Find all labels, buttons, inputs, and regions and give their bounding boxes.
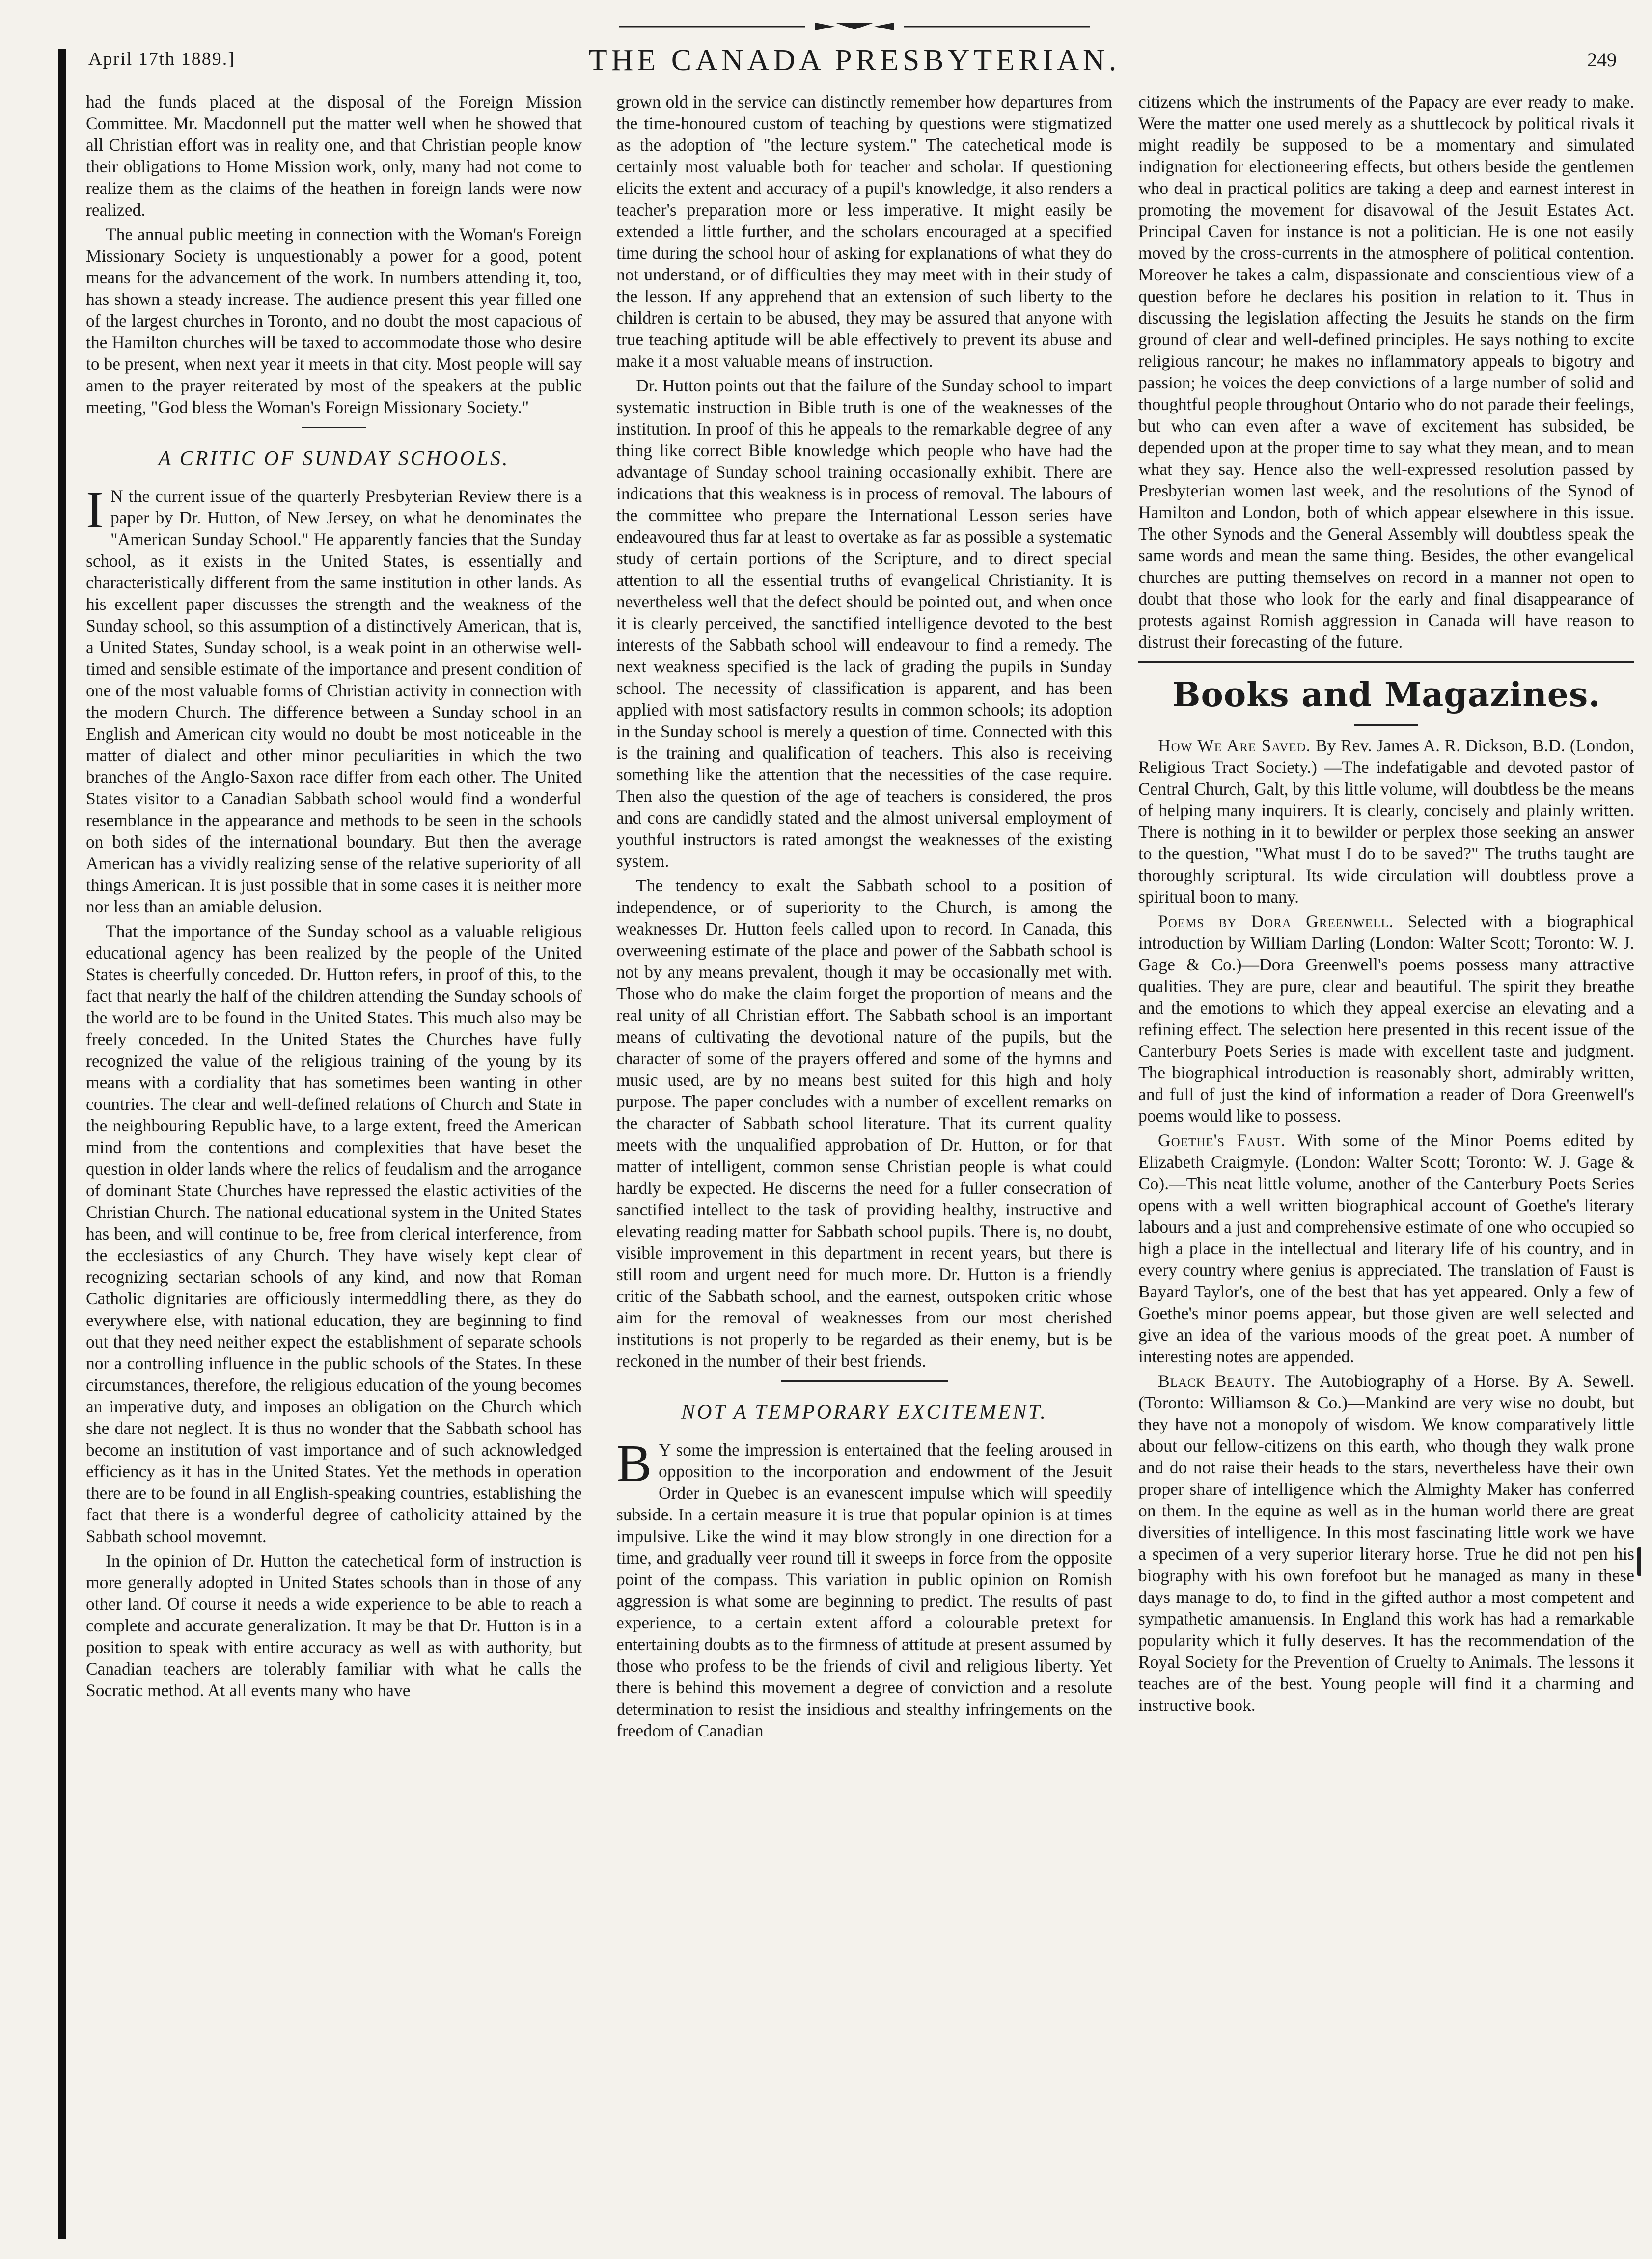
divider (302, 427, 366, 428)
book-review (1138, 1130, 1634, 1367)
books-magazines-heading: Books and Magazines. (1172, 675, 1601, 715)
book-review (1138, 735, 1634, 908)
book-title: Poems by Dora Greenwell. (1158, 911, 1394, 931)
book-review (1138, 1370, 1634, 1716)
masthead-title: THE CANADA PRESBYTERIAN. (588, 44, 1121, 77)
paragraph: Dr. Hutton points out that the failure of the Sunday school to impart systematic instruction in Bible truth is one of the weaknesses of the institution. In proof of this he appeals to the remarkable degree of any thing like correct Bible knowledge which people who have had the advantage of Sunday school training occasionally exhibit. There are indications that this weakness is in process of removal. The labours of the committee who prepare the International Lesson series have endeavoured thus far at least to overtake as far as possible a systematic study of certain portions of the Scripture, and to direct special attention to all the essential truths of evangelical Christianity. It is nevertheless well that the defect should be pointed out, and when once it is clearly perceived, the sanctified intelligence devoted to the best interests of the Sabbath school will endeavour to find a remedy. The next weakness specified is the lack of grading the pupils in Sunday school. The necessity of classification is apparent, and has been applied with most satisfactory results in common schools; its adoption in the Sunday school is merely a question of time. Connected with this is the training and qualification of teachers. This also is receiving something like the attention that the necessities of the case require. Then also the question of the age of teachers is considered, the pros and cons are candidly stated and the almost universal employment of youthful instructors is rated amongst the weaknesses of the existing system. (616, 376, 1112, 871)
section-title: A CRITIC OF SUNDAY SCHOOLS. (158, 447, 510, 470)
margin-mark (1637, 1547, 1641, 1576)
paragraph-text: N the current issue of the quarterly Presbyterian Review there is a paper by Dr. Hutton, of New Jersey, on what he denominates the "American Sunday School." He apparently fancies that the Sunday school, as it exists in the United States, is essentially and characteristically different from the same institution in other lands. As his excellent paper discusses the strength and the weakness of the Sunday school, so this assumption of a distinctively American, that is, a United States, Sunday school, is a weak point in an otherwise well-timed and sensible estimate of the importance and present condition of one of the most valuable forms of Christian activity in connection with the modern Church. The difference between a Sunday school in an English and American city would no doubt be most noticeable in the matter of dialect and other minor peculiarities in which the two branches of the Anglo-Saxon race differ from each other. The United States visitor to a Canadian Sabbath school would find a wonderful resemblance in the appearance and methods to be seen in the schools on both sides of the international boundary. But then the average American has a vividly realizing sense of the relative superiority of all things American. It is just possible that in some cases it is neither more nor less than an amiable delusion. (86, 486, 582, 916)
binding-edge-rule (58, 49, 66, 2239)
paragraph: citizens which the instruments of the Papacy are ever ready to make. Were the matter one used merely as a shuttlecock by political rivals it might readily be supposed to be a momentary and simulated indignation for electioneering effects, but others beside the gentlemen who deal in practical politics are taking a deep and earnest interest in promoting the movement for disavowal of the Jesuit Estates Act. Principal Caven for instance is not a politician. He is one not easily moved by the cross-currents in the atmosphere of political contention. Moreover he takes a calm, dispassionate and conscientious view of a question before he declares his position in relation to it. Thus in discussing the legislation affecting the Jesuits he stands on the firm ground of clear and well-defined principles. He says nothing to excite religious rancour; he makes no inflammatory appeals to bigotry and passion; he voices the deep convictions of a large number of solid and thoughtful people throughout Ontario who do not parade their feelings, but who can even after a wave of excitement has subsided, be depended upon at the proper time to say what they mean, and to mean what they say. Hence also the well-expressed resolution passed by Presbyterian women last week, and the resolutions of the Synod of Hamilton and London, both of which appear elsewhere in this issue. The other Synods and the General Assembly will doubtless speak the same words and mean the same thing. Besides, the other evangelical churches are putting themselves on record in a manner not open to doubt that those who look for the early and final disappearance of protests against Romish aggression in Canada will have reason to distrust their forecasting of the future. (1138, 92, 1634, 652)
book-review-text: Selected with a biographical introduction by William Darling (London: Walter Scott; Toronto: W. J. Gage & Co.)—Dora Greenwell's poems possess many attractive qualities. They are pure, clear and beautiful. The spirit they breathe and the emotions to which they appeal exercise an elevating and a refining effect. The selection here presented in this recent issue of the Canterbury Poets Series is made with excellent taste and judgment. The biographical introduction is reasonably short, admirably written, and full of just the kind of information a reader of Dora Greenwell's poems would like to possess. (1138, 911, 1635, 1126)
paragraph: grown old in the service can distinctly remember how departures from the time-honoured custom of teaching by questions were stigmatized as the adoption of "the lecture system." The catechetical mode is certainly most valuable both for teacher and scholar. If questioning elicits the extent and accuracy of a pupil's knowledge, it also renders a teacher's preparation more or less imperative. It might easily be extended a little further, and the scholars encouraged at a specified time during the school hour of asking for explanations of what they do not understand, or of difficulties they may meet with in their study of the lesson. If any apprehend that an extension of such liberty to the children is certain to be abused, they may be assured that anyone with true teaching aptitude will be able effectively to prevent its abuse and make it a most valuable means of instruction. (616, 92, 1112, 371)
paragraph: The annual public meeting in connection with the Woman's Foreign Missionary Society is unquestionably a power for a good, potent means for the advancement of the work. In numbers attending it, too, has shown a steady increase. The audience present this year filled one of the largest churches in Toronto, and no doubt the most capacious of the Hamilton churches will be taxed to accommodate those who desire to be present, when next year it meets in that city. Most people will say amen to the prayer reiterated by most of the speakers at the public meeting, "God bless the Woman's Foreign Missionary Society." (86, 224, 582, 417)
book-review-text: By Rev. James A. R. Dickson, B.D. (London, Religious Tract Society.) —The indefatigable and devoted pastor of Central Church, Galt, by this little volume, will doubtless be the means of helping many inquirers. It is clearly, concisely and plainly written. There is nothing in it to bewilder or perplex those seeking an answer to the question, "What must I do to be saved?" The truths taught are thoroughly scriptural. Its wide circulation will doubtless prove a spiritual boon to many. (1138, 736, 1634, 907)
page-number: 249 (1587, 49, 1617, 71)
paragraph (616, 1434, 1112, 1741)
book-review-text: The Autobiography of a Horse. By A. Sewell. (Toronto: Williamson & Co.)—Mankind are very wise no doubt, but they have not a monopoly of wisdom. We know comparatively little about our fellow-citizens on this earth, who though they walk prone and do not raise their heads to the stars, nevertheless have their own proper share of intelligence which the Almighty Maker has conferred on them. In the equine as well as in the human world there are great diversities of intelligence. In this most fascinating little work we have a specimen of a very superior literary horse. True he did not pen his biography with his own forefoot but he managed as many in these days manage to do, to find in the gifted author a most competent and sympathetic amanuensis. In England this work has had a remarkable popularity which it fully deserves. It has the recommendation of the Royal Society for the Prevention of Cruelty to Animals. The lessons it teaches are of the best. Young people will find it a charming and instructive book. (1138, 1371, 1634, 1715)
column-2 (616, 91, 1112, 2252)
book-title: Goethe's Faust. (1158, 1130, 1286, 1150)
paragraph: In the opinion of Dr. Hutton the catechetical form of instruction is more generally adopted in United States schools than in those of any other land. Of course it needs a wide experience to be able to reach a complete and accurate generalization. It may be that Dr. Hutton is in a position to speak with entire accuracy as well as with authority, but Canadian teachers are tolerably familiar with what he calls the Socratic method. At all events many who have (86, 1551, 582, 1700)
book-title: How We Are Saved. (1158, 736, 1311, 755)
paragraph: That the importance of the Sunday school as a valuable religious educational agency has been realized by the people of the United States is cheerfully conceded. Dr. Hutton refers, in proof of this, to the fact that nearly the half of the children attending the Sunday schools of the world are to be found in the United States. This much also may be freely conceded. In the United States the Churches have fully recognized the value of the religious training of the young by its means with a cordiality that has sometimes been wanting in other countries. The clear and well-defined relations of Church and State in the neighbouring Republic have, to a large extent, freed the American mind from the contentions and complexities that have beset the question in older lands where the relics of feudalism and the arrogance of dominant State Churches have repressed the elastic activities of the Christian Church. The national educational system in the United States has been, and will continue to be, free from clerical interference, from the ecclesiastics of any Church. They have wisely kept clear of recognizing sectarian schools of any kind, and now that Roman Catholic dignitaries are officiously intermeddling there, as they do everywhere else, with national education, they are beginning to find out that they need neither expect the establishment of separate schools nor a controlling influence in the public schools of the States. In these circumstances, therefore, the religious education of the young becomes an imperative duty, and imposes an obligation on the Church which she dare not neglect. It is thus no wonder that the Sabbath school has become an institution of vast importance and of such acknowledged efficiency as it has in the United States. Yet the methods in operation there are to be found in all English-speaking countries, establishing the fact that there is a wonderful degree of catholicity attained by the Sabbath school movemnt. (86, 921, 582, 1546)
book-review-text: With some of the Minor Poems edited by Elizabeth Craigmyle. (London: Walter Scott; Toronto: W. J. Gage & Co).—This neat little volume, another of the Canterbury Poets Series opens with a well written biographical account of Goethe's literary labours and a just and comprehensive estimate of one who occupied so high a place in the intellectual and literary life of his country, and in every country where genius is appreciated. The translation of Faust is Bayard Taylor's, one of the best that has yet appeared. Only a few of Goethe's minor poems appear, but those given are well selected and give an idea of the various moods of the great poet. A number of interesting notes are appended. (1138, 1130, 1634, 1366)
drop-cap: I (86, 481, 104, 539)
divider (1354, 724, 1418, 726)
paragraph: The tendency to exalt the Sabbath school to a position of independence, or of superiority to the Church, is among the weaknesses Dr. Hutton feels called upon to record. In Canada, this overweening estimate of the place and power of the Sabbath school is not by any means prevalent, though it may be occasionally met with. Those who do make the claim forget the proportion of means and the real unity of all Christian effort. The Sabbath school is an important means of cultivating the devotional nature of the pupils, but the character of some of the prayers offered and some of the hymns and music used, are by no means best suited for this high and holy purpose. The paper concludes with a number of excellent remarks on the character of Sabbath school literature. That its current quality meets with the unqualified approbation of Dr. Hutton, or for that matter of intelligent, common sense Christian people is what could hardly be expected. He discerns the need for a fuller consecration of sanctified intellect to the task of providing healthy, instructive and elevating reading matter for Sabbath school pupils. There is, no doubt, visible improvement in this department in recent years, but there is still room and urgent need for much more. Dr. Hutton is a friendly critic of the Sabbath school, and the earnest, outspoken critic whose aim for the removal of weaknesses from our most cherished institutions is not properly to be regarded as their enemy, but is be reckoned in the number of their best friends. (616, 876, 1112, 1371)
column-1 (86, 91, 582, 2252)
issue-date: April 17th 1889.] (88, 49, 235, 69)
paragraph-text: Y some the impression is entertained that the feeling aroused in opposition to the incorporation and endowment of the Jesuit Order in Quebec is an evanescent impulse which will speedily subside. In a certain measure it is true that popular opinion is at times impulsive. Like the wind it may blow strongly in one direction for a time, and gradually veer round till it sweeps in force from the opposite point of the compass. This variation in public opinion on Romish aggression is what some are beginning to predict. The results of past experience, to a certain extent afford a colourable pretext for entertaining doubts as to the firmness of attitude at present assumed by those who profess to be the friends of civil and religious liberty. Yet there is behind this movement a degree of conviction and a resolute determination to resist the insidious and stealthy infringements on the freedom of Canadian (616, 1440, 1112, 1740)
column-3 (1138, 91, 1634, 2252)
paragraph (86, 481, 582, 917)
section-title: NOT A TEMPORARY EXCITEMENT. (681, 1401, 1047, 1424)
book-title: Black Beauty. (1158, 1371, 1276, 1391)
divider (1138, 661, 1634, 663)
divider (781, 1380, 948, 1382)
drop-cap: B (616, 1434, 652, 1493)
book-review (1138, 910, 1634, 1127)
paragraph: had the funds placed at the disposal of the Foreign Mission Committee. Mr. Macdonnell put the matter well when he showed that all Christian effort was in reality one, and that Christian people know their obligations to Home Mission work, only, many had not come to realize them as the claims of the heathen in foreign lands were now realized. (86, 92, 582, 220)
page-header (88, 20, 1621, 79)
header-ornament (619, 20, 1090, 34)
